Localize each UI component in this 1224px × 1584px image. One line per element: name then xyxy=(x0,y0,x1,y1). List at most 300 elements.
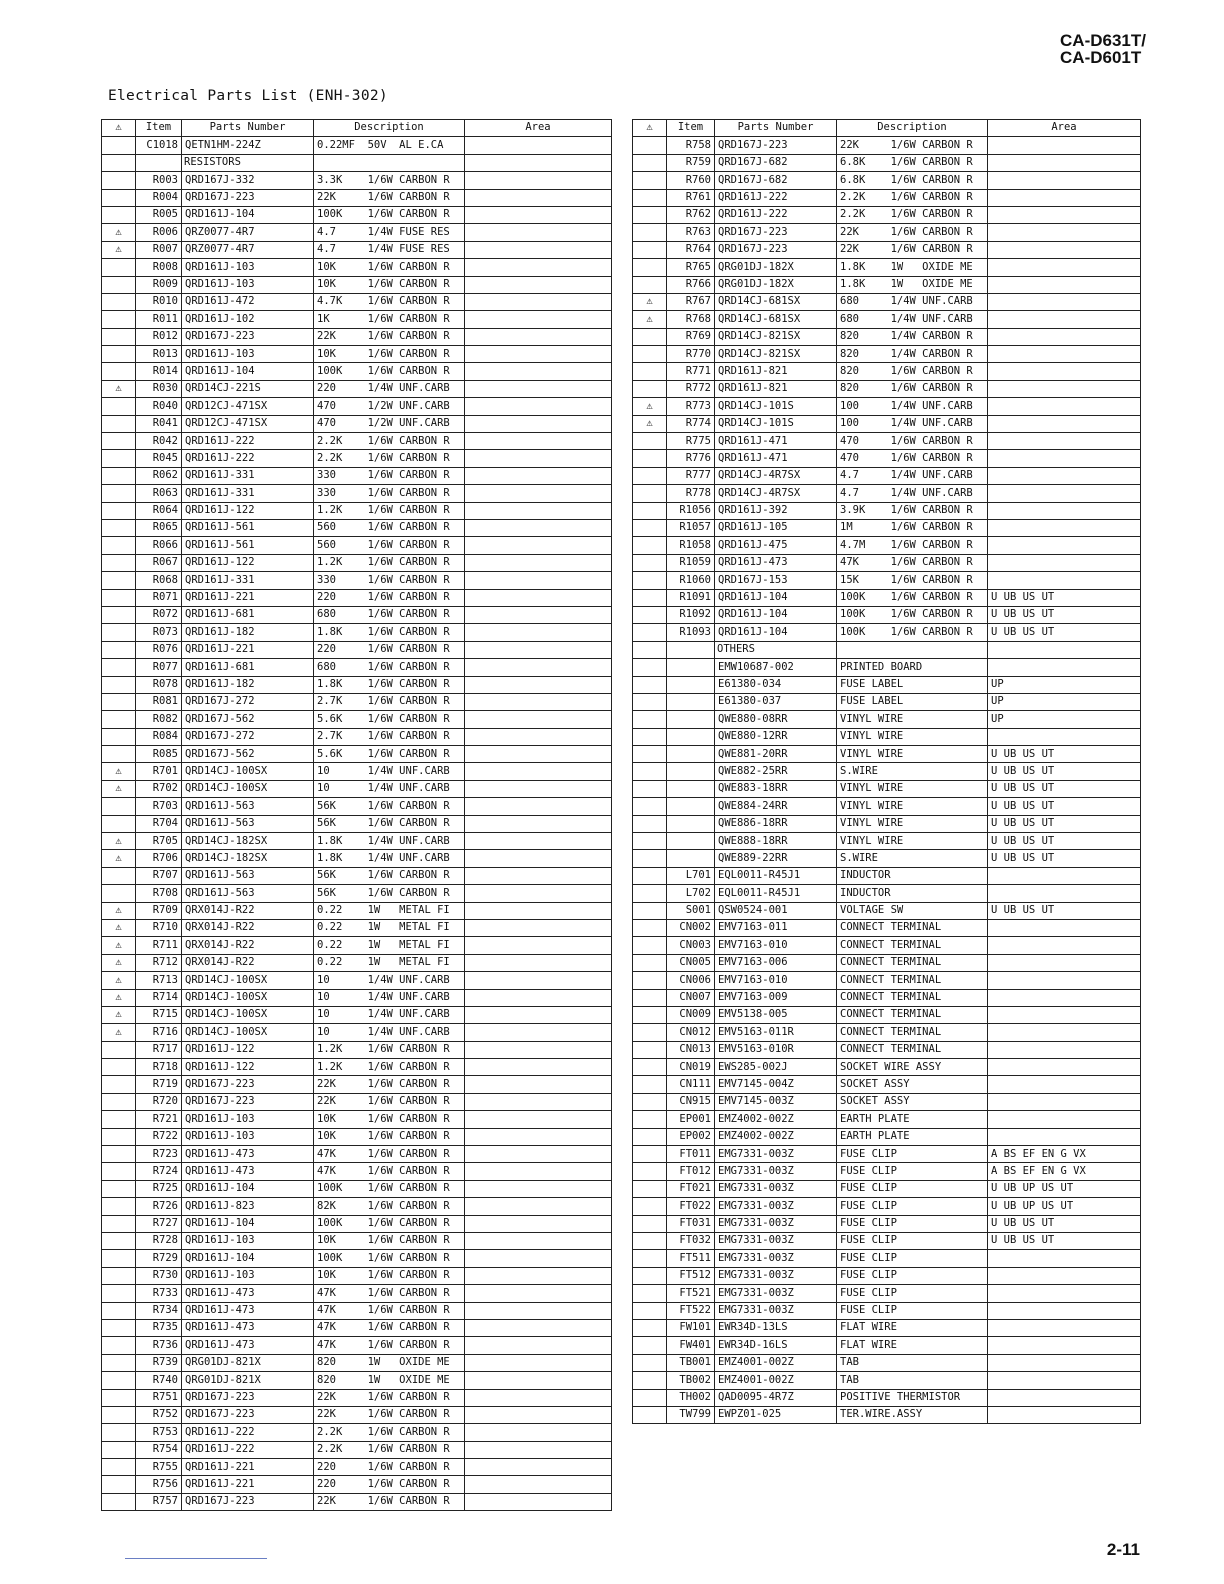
table-row xyxy=(102,954,612,971)
table-row xyxy=(102,1424,612,1441)
description-cell: VINYL WIRE xyxy=(837,815,988,832)
safety-warning-icon xyxy=(102,711,136,728)
area-cell xyxy=(988,1372,1141,1389)
safety-warning-icon xyxy=(633,433,667,450)
description-cell: 1.8K 1/6W CARBON R xyxy=(314,676,465,693)
item-cell: R721 xyxy=(136,1111,182,1128)
safety-warning-icon xyxy=(102,1337,136,1354)
description-cell: 100K 1/6W CARBON R xyxy=(314,1250,465,1267)
table-row xyxy=(633,746,1141,763)
safety-warning-icon xyxy=(633,1250,667,1267)
safety-warning-icon xyxy=(633,711,667,728)
item-cell: R705 xyxy=(136,833,182,850)
area-cell xyxy=(988,346,1141,363)
safety-warning-icon xyxy=(102,1163,136,1180)
area-cell xyxy=(465,1372,612,1389)
area-cell xyxy=(465,1337,612,1354)
item-cell: R071 xyxy=(136,589,182,606)
item-cell: R771 xyxy=(667,363,715,380)
table-row xyxy=(633,867,1141,884)
part-number-cell: EWR34D-16LS xyxy=(715,1337,837,1354)
description-cell: 820 1/4W CARBON R xyxy=(837,346,988,363)
table-row xyxy=(633,154,1141,171)
description-cell: 15K 1/6W CARBON R xyxy=(837,572,988,589)
part-number-cell: QRD161J-331 xyxy=(182,467,314,484)
part-number-cell: QWE888-18RR xyxy=(715,833,837,850)
safety-warning-icon xyxy=(633,728,667,745)
table-row xyxy=(633,1389,1141,1406)
area-cell xyxy=(988,867,1141,884)
item-cell: FT021 xyxy=(667,1180,715,1197)
part-number-cell: QRD161J-471 xyxy=(715,433,837,450)
item-cell: R759 xyxy=(667,154,715,171)
description-cell: 100K 1/6W CARBON R xyxy=(837,624,988,641)
table-row xyxy=(633,519,1141,536)
table-row xyxy=(102,1267,612,1284)
description-cell: VINYL WIRE xyxy=(837,728,988,745)
item-cell: FW401 xyxy=(667,1337,715,1354)
description-cell: 220 1/4W UNF.CARB xyxy=(314,380,465,397)
table-row xyxy=(633,1006,1141,1023)
item-cell: R754 xyxy=(136,1441,182,1458)
table-row xyxy=(102,189,612,206)
part-number-cell: QRX014J-R22 xyxy=(182,919,314,936)
safety-warning-icon xyxy=(102,1406,136,1423)
safety-warning-icon xyxy=(102,1233,136,1250)
item-cell: R763 xyxy=(667,224,715,241)
safety-warning-icon xyxy=(102,346,136,363)
item-cell: R720 xyxy=(136,1093,182,1110)
table-row xyxy=(633,1024,1141,1041)
part-number-cell: QAD0095-4R7Z xyxy=(715,1389,837,1406)
table-row xyxy=(633,1372,1141,1389)
description-cell: 100K 1/6W CARBON R xyxy=(314,363,465,380)
area-cell xyxy=(465,798,612,815)
area-cell xyxy=(988,259,1141,276)
item-cell: EP001 xyxy=(667,1111,715,1128)
area-cell xyxy=(988,1059,1141,1076)
item-cell: R757 xyxy=(136,1493,182,1510)
part-number-cell: EQL0011-R45J1 xyxy=(715,885,837,902)
table-row xyxy=(102,485,612,502)
area-cell xyxy=(465,293,612,310)
part-number-cell: QRD161J-221 xyxy=(182,589,314,606)
part-number-cell: QRD161J-104 xyxy=(182,1250,314,1267)
safety-warning-icon xyxy=(633,276,667,293)
item-cell xyxy=(667,711,715,728)
area-cell xyxy=(465,1076,612,1093)
item-cell: R072 xyxy=(136,606,182,623)
safety-warning-icon: ⚠ xyxy=(102,919,136,936)
table-row xyxy=(102,1389,612,1406)
item-cell: R726 xyxy=(136,1198,182,1215)
area-cell xyxy=(988,206,1141,223)
safety-warning-icon xyxy=(633,954,667,971)
safety-warning-icon xyxy=(633,676,667,693)
area-cell xyxy=(988,189,1141,206)
area-cell xyxy=(988,328,1141,345)
area-cell: U UB US UT xyxy=(988,763,1141,780)
item-cell: R703 xyxy=(136,798,182,815)
description-cell: 47K 1/6W CARBON R xyxy=(314,1146,465,1163)
description-cell: 22K 1/6W CARBON R xyxy=(314,1493,465,1510)
part-number-cell: QRD161J-104 xyxy=(182,1215,314,1232)
safety-warning-icon xyxy=(102,1146,136,1163)
safety-warning-icon xyxy=(633,624,667,641)
description-cell: TAB xyxy=(837,1372,988,1389)
table-row xyxy=(102,328,612,345)
description-cell: CONNECT TERMINAL xyxy=(837,1006,988,1023)
table-row xyxy=(102,259,612,276)
part-number-cell: QSW0524-001 xyxy=(715,902,837,919)
table-row xyxy=(102,224,612,241)
table-row xyxy=(102,537,612,554)
table-row xyxy=(102,641,612,658)
table-row xyxy=(102,1128,612,1145)
area-cell xyxy=(465,1302,612,1319)
safety-warning-icon xyxy=(102,1424,136,1441)
description-cell: VINYL WIRE xyxy=(837,780,988,797)
part-number-cell: QWE880-08RR xyxy=(715,711,837,728)
part-number-cell: EMV7163-010 xyxy=(715,972,837,989)
item-cell: R736 xyxy=(136,1337,182,1354)
safety-warning-icon xyxy=(633,1267,667,1284)
area-cell xyxy=(465,224,612,241)
part-number-cell: EMG7331-003Z xyxy=(715,1285,837,1302)
warning-column-header: ⚠ xyxy=(102,120,136,137)
table-row xyxy=(102,1285,612,1302)
item-cell xyxy=(667,798,715,815)
area-cell xyxy=(465,1250,612,1267)
item-cell: TH002 xyxy=(667,1389,715,1406)
safety-warning-icon: ⚠ xyxy=(102,850,136,867)
area-cell xyxy=(465,1111,612,1128)
table-row xyxy=(633,241,1141,258)
area-cell xyxy=(988,311,1141,328)
area-cell xyxy=(988,1319,1141,1336)
description-cell: PRINTED BOARD xyxy=(837,659,988,676)
part-number-cell: QRX014J-R22 xyxy=(182,937,314,954)
area-cell xyxy=(465,1093,612,1110)
part-number-cell: QRD161J-823 xyxy=(182,1198,314,1215)
item-cell: R006 xyxy=(136,224,182,241)
area-cell xyxy=(465,919,612,936)
item-cell: R725 xyxy=(136,1180,182,1197)
table-row xyxy=(633,346,1141,363)
table-row xyxy=(102,763,612,780)
description-cell: 330 1/6W CARBON R xyxy=(314,467,465,484)
table-row xyxy=(633,276,1141,293)
part-number-cell: EMZ4002-002Z xyxy=(715,1128,837,1145)
description-cell: VOLTAGE SW xyxy=(837,902,988,919)
item-cell: R007 xyxy=(136,241,182,258)
part-number-cell: QWE883-18RR xyxy=(715,780,837,797)
item-cell: R740 xyxy=(136,1372,182,1389)
description-cell: CONNECT TERMINAL xyxy=(837,1041,988,1058)
item-cell: TB001 xyxy=(667,1354,715,1371)
table-row xyxy=(102,850,612,867)
safety-warning-icon xyxy=(102,398,136,415)
area-cell xyxy=(988,554,1141,571)
safety-warning-icon xyxy=(102,1093,136,1110)
safety-warning-icon xyxy=(633,172,667,189)
part-number-cell: QRD161J-104 xyxy=(182,1180,314,1197)
table-row xyxy=(102,276,612,293)
area-cell xyxy=(465,711,612,728)
item-cell: TW799 xyxy=(667,1406,715,1423)
area-cell xyxy=(988,1041,1141,1058)
safety-warning-icon xyxy=(633,798,667,815)
description-cell: 10 1/4W UNF.CARB xyxy=(314,972,465,989)
item-cell: FT031 xyxy=(667,1215,715,1232)
part-number-cell: QRD161J-122 xyxy=(182,1041,314,1058)
description-cell: 0.22 1W METAL FI xyxy=(314,937,465,954)
part-number-cell: QRD161J-563 xyxy=(182,867,314,884)
safety-warning-icon xyxy=(633,450,667,467)
area-cell xyxy=(988,485,1141,502)
area-cell xyxy=(465,1285,612,1302)
description-cell: 1.2K 1/6W CARBON R xyxy=(314,554,465,571)
description-cell: 820 1/4W CARBON R xyxy=(837,328,988,345)
part-number-cell: QRD161J-681 xyxy=(182,606,314,623)
item-cell: R711 xyxy=(136,937,182,954)
description-cell: 100 1/4W UNF.CARB xyxy=(837,415,988,432)
description-cell: 0.22MF 50V AL E.CA xyxy=(314,137,465,154)
safety-warning-icon xyxy=(102,1493,136,1510)
safety-warning-icon xyxy=(633,1354,667,1371)
table-row xyxy=(102,833,612,850)
item-cell: R735 xyxy=(136,1319,182,1336)
description-cell: 4.7 1/4W FUSE RES xyxy=(314,241,465,258)
safety-warning-icon: ⚠ xyxy=(102,224,136,241)
description-cell: FUSE CLIP xyxy=(837,1302,988,1319)
area-cell xyxy=(465,1059,612,1076)
safety-warning-icon xyxy=(633,1198,667,1215)
table-header xyxy=(102,120,612,137)
area-cell xyxy=(465,450,612,467)
description-cell: 22K 1/6W CARBON R xyxy=(314,1076,465,1093)
safety-warning-icon xyxy=(633,467,667,484)
item-cell: FT011 xyxy=(667,1146,715,1163)
table-row xyxy=(633,1302,1141,1319)
description-cell: 10K 1/6W CARBON R xyxy=(314,1111,465,1128)
table-row xyxy=(633,328,1141,345)
area-cell: U UB US UT xyxy=(988,850,1141,867)
area-cell xyxy=(988,728,1141,745)
item-cell xyxy=(667,693,715,710)
description-cell: 47K 1/6W CARBON R xyxy=(314,1285,465,1302)
part-number-cell: QRD161J-221 xyxy=(182,1476,314,1493)
table-row xyxy=(633,937,1141,954)
table-row xyxy=(633,989,1141,1006)
description-cell: 1.8K 1/4W UNF.CARB xyxy=(314,850,465,867)
description-cell: 3.9K 1/6W CARBON R xyxy=(837,502,988,519)
part-number-cell: QRD161J-561 xyxy=(182,537,314,554)
item-cell: R084 xyxy=(136,728,182,745)
part-number-cell: QRD167J-153 xyxy=(715,572,837,589)
description-cell: 22K 1/6W CARBON R xyxy=(837,224,988,241)
part-number-cell: QRD161J-681 xyxy=(182,659,314,676)
safety-warning-icon xyxy=(102,1267,136,1284)
description-cell: INDUCTOR xyxy=(837,867,988,884)
safety-warning-icon xyxy=(633,1337,667,1354)
model-line-2: CA-D601T xyxy=(1060,48,1142,67)
item-cell: R065 xyxy=(136,519,182,536)
item-cell: R768 xyxy=(667,311,715,328)
item-cell: R716 xyxy=(136,1024,182,1041)
description-cell: FUSE CLIP xyxy=(837,1233,988,1250)
part-number-cell: QRD161J-103 xyxy=(182,1233,314,1250)
part-number-cell: QRG01DJ-182X xyxy=(715,276,837,293)
item-cell: R008 xyxy=(136,259,182,276)
description-cell: 10 1/4W UNF.CARB xyxy=(314,1024,465,1041)
table-row xyxy=(102,1006,612,1023)
part-number-cell: QRD167J-223 xyxy=(182,1389,314,1406)
description-cell: 22K 1/6W CARBON R xyxy=(314,1389,465,1406)
description-cell: 10 1/4W UNF.CARB xyxy=(314,989,465,1006)
area-cell xyxy=(988,937,1141,954)
table-row xyxy=(633,624,1141,641)
description-cell: VINYL WIRE xyxy=(837,746,988,763)
safety-warning-icon xyxy=(102,328,136,345)
description-cell: S.WIRE xyxy=(837,763,988,780)
table-row xyxy=(102,798,612,815)
area-cell: U UB US UT xyxy=(988,815,1141,832)
part-number-cell: EMV7145-004Z xyxy=(715,1076,837,1093)
area-cell xyxy=(988,1285,1141,1302)
part-number-cell: OTHERS xyxy=(715,641,837,658)
part-number-cell: QRD161J-473 xyxy=(715,554,837,571)
table-row xyxy=(102,363,612,380)
item-cell: R1060 xyxy=(667,572,715,589)
item-cell: CN012 xyxy=(667,1024,715,1041)
table-row xyxy=(102,1493,612,1510)
area-cell xyxy=(465,137,612,154)
part-number-cell: QRD14CJ-821SX xyxy=(715,328,837,345)
part-number-cell: EMG7331-003Z xyxy=(715,1146,837,1163)
safety-warning-icon xyxy=(102,1250,136,1267)
safety-warning-icon xyxy=(102,867,136,884)
area-cell xyxy=(465,346,612,363)
safety-warning-icon xyxy=(633,780,667,797)
item-cell: R041 xyxy=(136,415,182,432)
part-number-cell: QRD161J-103 xyxy=(182,1111,314,1128)
area-cell xyxy=(988,972,1141,989)
item-cell: R776 xyxy=(667,450,715,467)
table-row xyxy=(102,1337,612,1354)
description-cell: 82K 1/6W CARBON R xyxy=(314,1198,465,1215)
area-cell xyxy=(465,867,612,884)
safety-warning-icon: ⚠ xyxy=(102,989,136,1006)
safety-warning-icon xyxy=(102,1459,136,1476)
area-cell xyxy=(465,1198,612,1215)
part-number-cell: EMG7331-003Z xyxy=(715,1215,837,1232)
item-cell: R713 xyxy=(136,972,182,989)
item-cell: R1091 xyxy=(667,589,715,606)
part-number-cell: QRD167J-223 xyxy=(182,1076,314,1093)
part-number-cell: QRD161J-105 xyxy=(715,519,837,536)
safety-warning-icon xyxy=(633,189,667,206)
description-cell: 10 1/4W UNF.CARB xyxy=(314,1006,465,1023)
part-number-cell: E61380-034 xyxy=(715,676,837,693)
area-cell xyxy=(988,433,1141,450)
table-row xyxy=(102,346,612,363)
item-cell xyxy=(667,780,715,797)
item-cell: R013 xyxy=(136,346,182,363)
description-cell: 47K 1/6W CARBON R xyxy=(314,1163,465,1180)
item-cell: R770 xyxy=(667,346,715,363)
area-cell xyxy=(988,659,1141,676)
safety-warning-icon xyxy=(102,1441,136,1458)
part-number-cell: QRD161J-473 xyxy=(182,1285,314,1302)
item-column-header: Item xyxy=(667,120,715,137)
description-cell: EARTH PLATE xyxy=(837,1128,988,1145)
part-number-cell: EMG7331-003Z xyxy=(715,1198,837,1215)
area-cell xyxy=(465,850,612,867)
area-cell xyxy=(465,1163,612,1180)
item-cell: FT522 xyxy=(667,1302,715,1319)
description-cell: 820 1W OXIDE ME xyxy=(314,1354,465,1371)
table-row xyxy=(633,606,1141,623)
safety-warning-icon xyxy=(102,606,136,623)
item-cell: L701 xyxy=(667,867,715,884)
area-column-header: Area xyxy=(988,120,1141,137)
safety-warning-icon xyxy=(633,589,667,606)
description-cell: 56K 1/6W CARBON R xyxy=(314,815,465,832)
area-cell xyxy=(465,1128,612,1145)
area-cell xyxy=(988,1128,1141,1145)
item-cell: R1057 xyxy=(667,519,715,536)
safety-warning-icon xyxy=(102,1198,136,1215)
item-cell: R066 xyxy=(136,537,182,554)
area-cell xyxy=(988,1337,1141,1354)
safety-warning-icon xyxy=(102,189,136,206)
part-number-cell: QRD167J-223 xyxy=(182,1406,314,1423)
table-row xyxy=(102,1024,612,1041)
description-cell: 22K 1/6W CARBON R xyxy=(314,189,465,206)
item-cell: R1092 xyxy=(667,606,715,623)
area-cell xyxy=(988,537,1141,554)
part-number-cell: QRD167J-272 xyxy=(182,693,314,710)
area-cell xyxy=(465,328,612,345)
part-number-cell: EMV5138-005 xyxy=(715,1006,837,1023)
part-number-cell: QRD161J-182 xyxy=(182,676,314,693)
area-cell xyxy=(465,1389,612,1406)
safety-warning-icon xyxy=(102,1128,136,1145)
area-cell: U UB US UT xyxy=(988,902,1141,919)
safety-warning-icon xyxy=(633,1180,667,1197)
table-row xyxy=(633,189,1141,206)
safety-warning-icon xyxy=(102,137,136,154)
part-number-cell: QWE881-20RR xyxy=(715,746,837,763)
area-cell xyxy=(465,937,612,954)
description-column-header: Description xyxy=(837,120,988,137)
table-row xyxy=(633,572,1141,589)
safety-warning-icon xyxy=(633,485,667,502)
item-cell: R078 xyxy=(136,676,182,693)
part-number-cell: EMV7145-003Z xyxy=(715,1093,837,1110)
safety-warning-icon: ⚠ xyxy=(102,902,136,919)
table-row xyxy=(102,1372,612,1389)
table-row xyxy=(102,311,612,328)
description-cell: 1M 1/6W CARBON R xyxy=(837,519,988,536)
part-number-cell: E61380-037 xyxy=(715,693,837,710)
area-cell xyxy=(465,1233,612,1250)
part-number-cell: QRD14CJ-100SX xyxy=(182,780,314,797)
safety-warning-icon xyxy=(633,1076,667,1093)
area-cell: UP xyxy=(988,711,1141,728)
table-row xyxy=(633,1267,1141,1284)
